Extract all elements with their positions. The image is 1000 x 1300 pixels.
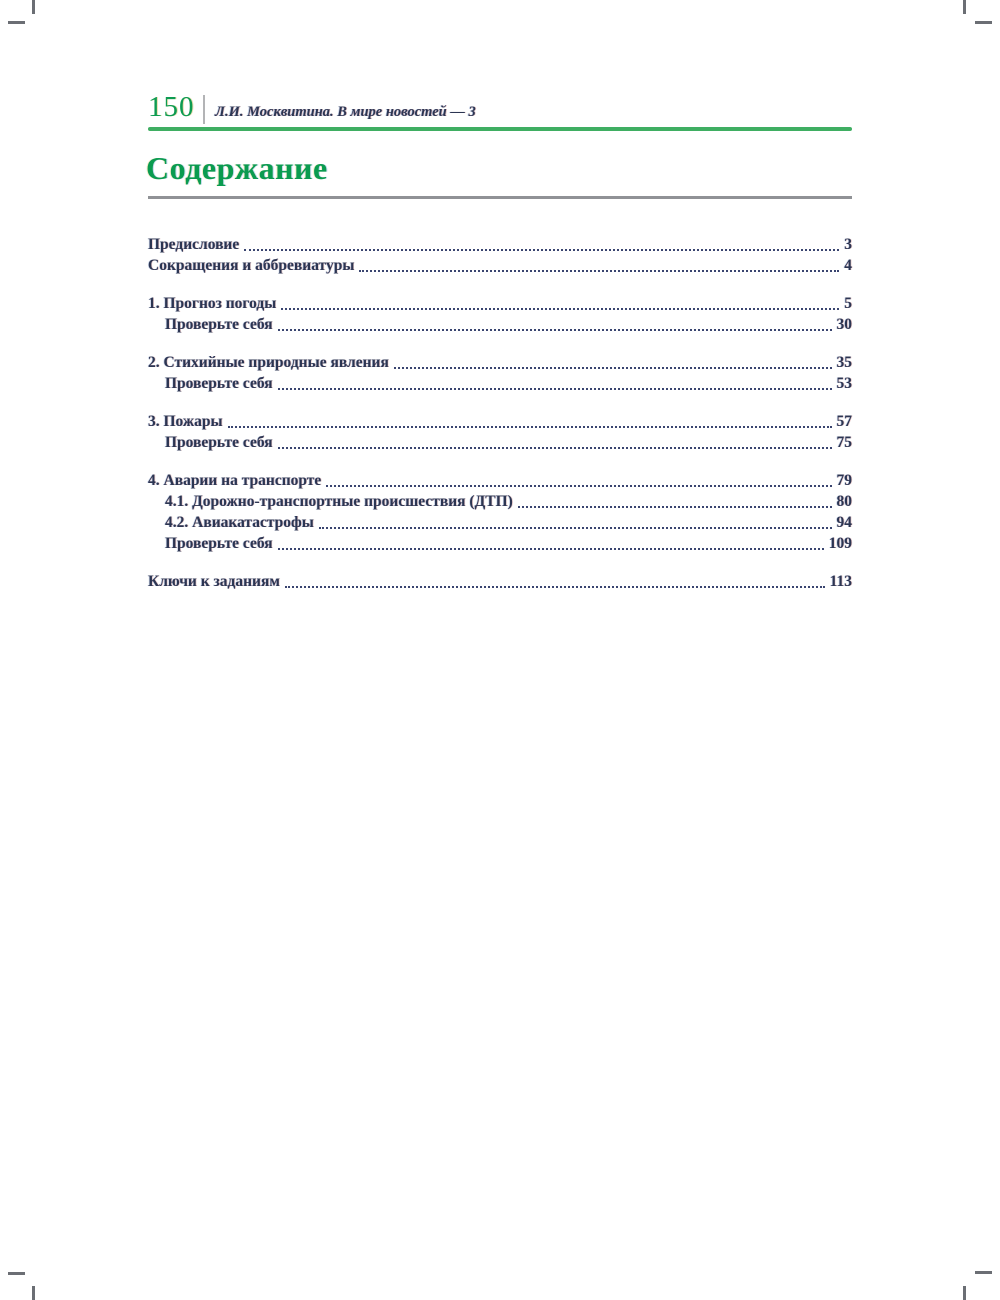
toc-entry-label: 4. Аварии на транспорте xyxy=(148,472,322,489)
toc-entry-page: 75 xyxy=(836,434,852,451)
crop-mark-bottom-right-horizontal xyxy=(975,1271,992,1274)
toc-row xyxy=(148,411,852,432)
toc-group xyxy=(148,234,852,276)
toc-row xyxy=(148,234,852,255)
toc-entry-page: 94 xyxy=(836,514,852,531)
toc-entry-page: 53 xyxy=(836,375,852,392)
crop-mark-top-right-vertical xyxy=(963,0,966,14)
toc-entry-page: 4 xyxy=(844,257,852,274)
toc-group xyxy=(148,411,852,453)
crop-mark-top-left-horizontal xyxy=(8,21,25,24)
toc-entry-label: Предисловие xyxy=(148,236,240,253)
toc-entry-page: 109 xyxy=(828,535,852,552)
dot-leader xyxy=(244,249,839,251)
toc-entry-page: 30 xyxy=(836,316,852,333)
toc-entry-page: 80 xyxy=(836,493,852,510)
toc-entry-page: 5 xyxy=(844,295,852,312)
header-divider xyxy=(203,95,205,124)
toc-row xyxy=(148,491,852,512)
toc-row xyxy=(148,432,852,453)
toc-entry-label: 3. Пожары xyxy=(148,413,223,430)
toc-row xyxy=(148,470,852,491)
crop-mark-bottom-left-vertical xyxy=(32,1286,35,1300)
dot-leader xyxy=(281,308,839,310)
toc-entry-label: 1. Прогноз погоды xyxy=(148,295,277,312)
crop-mark-bottom-left-horizontal xyxy=(8,1272,25,1275)
dot-leader xyxy=(278,447,832,449)
toc-entry-label: 2. Стихийные природные явления xyxy=(148,354,389,371)
dot-leader xyxy=(326,485,831,487)
dot-leader xyxy=(278,329,832,331)
dot-leader xyxy=(359,270,839,272)
page-number: 150 xyxy=(148,91,195,123)
crop-mark-top-right-horizontal xyxy=(975,21,992,24)
dot-leader xyxy=(285,586,825,588)
toc-row xyxy=(148,571,852,592)
dot-leader xyxy=(278,548,824,550)
toc-row xyxy=(148,314,852,335)
toc xyxy=(148,234,852,609)
dot-leader xyxy=(319,527,832,529)
toc-row xyxy=(148,293,852,314)
toc-entry-label: Ключи к заданиям xyxy=(148,573,280,590)
toc-row xyxy=(148,373,852,394)
toc-group xyxy=(148,571,852,592)
title-rule-gray xyxy=(148,196,852,199)
toc-row xyxy=(148,255,852,276)
toc-group xyxy=(148,293,852,335)
toc-row xyxy=(148,352,852,373)
page-title: Содержание xyxy=(146,150,328,186)
toc-entry-label: Проверьте себя xyxy=(165,316,273,333)
toc-row xyxy=(148,533,852,554)
dot-leader xyxy=(394,367,832,369)
dot-leader xyxy=(278,388,832,390)
toc-row xyxy=(148,512,852,533)
header-rule-green xyxy=(148,127,852,131)
toc-group xyxy=(148,352,852,394)
toc-entry-page: 57 xyxy=(836,413,852,430)
toc-entry-label: 4.2. Авиакатастрофы xyxy=(165,514,314,531)
toc-entry-page: 35 xyxy=(836,354,852,371)
toc-entry-page: 79 xyxy=(836,472,852,489)
toc-group xyxy=(148,470,852,554)
dot-leader xyxy=(228,426,832,428)
toc-entry-label: Проверьте себя xyxy=(165,375,273,392)
running-header: Л.И. Москвитина. В мире новостей — 3 xyxy=(215,104,476,120)
crop-mark-top-left-vertical xyxy=(32,0,35,14)
toc-entry-page: 3 xyxy=(844,236,852,253)
crop-mark-bottom-right-vertical xyxy=(963,1286,966,1300)
toc-entry-label: Сокращения и аббревиатуры xyxy=(148,257,355,274)
toc-entry-label: Проверьте себя xyxy=(165,535,273,552)
dot-leader xyxy=(518,506,832,508)
toc-entry-label: 4.1. Дорожно-транспортные происшествия (ДТП) xyxy=(165,493,513,510)
toc-entry-page: 113 xyxy=(829,573,852,590)
toc-entry-label: Проверьте себя xyxy=(165,434,273,451)
